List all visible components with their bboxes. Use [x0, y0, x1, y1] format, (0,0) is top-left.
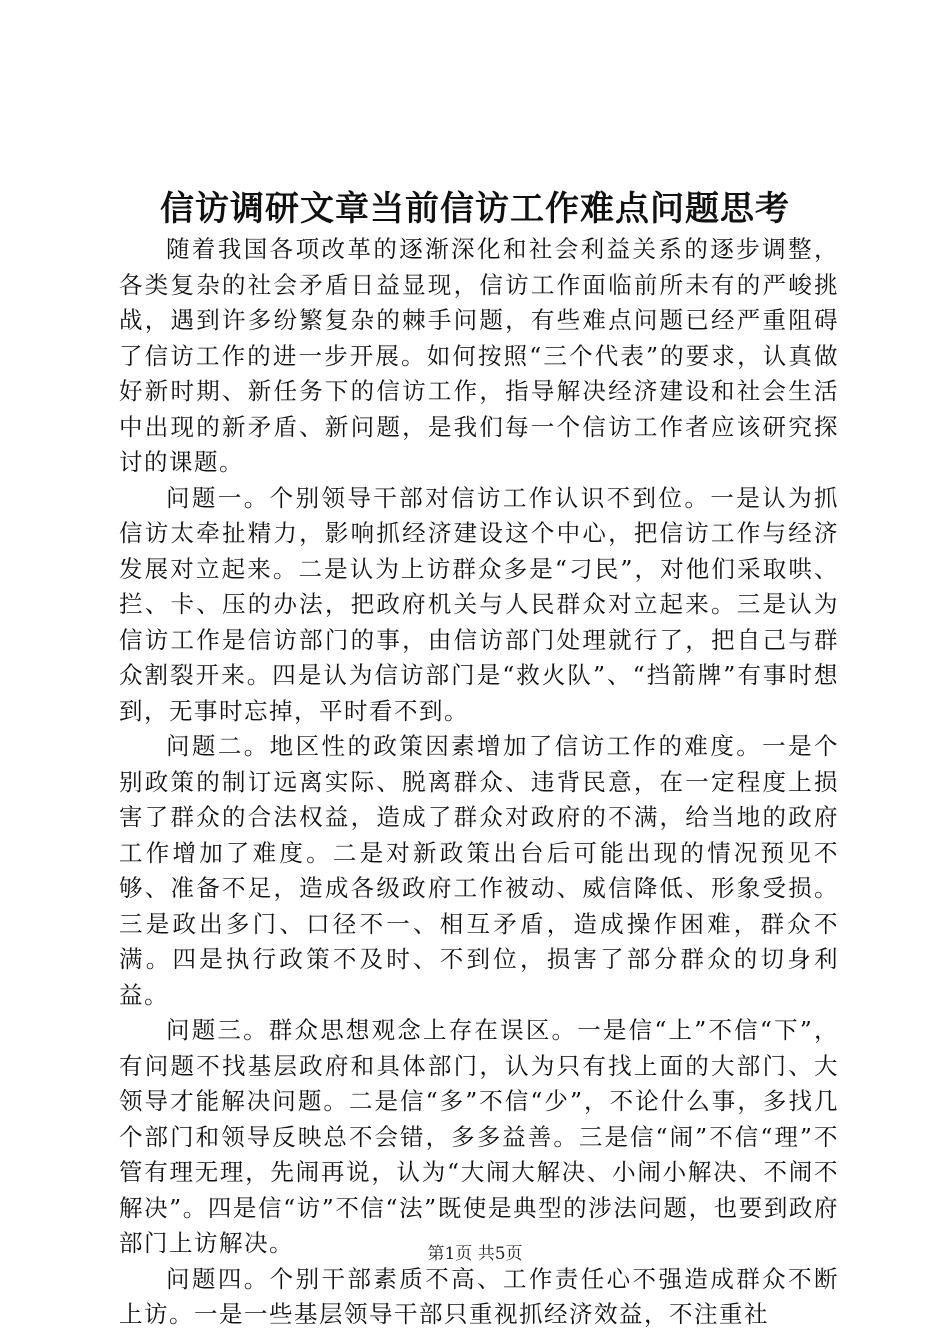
document-title: 信访调研文章当前信访工作难点问题思考 — [160, 189, 790, 229]
document-body — [119, 232, 839, 1333]
page-footer: 第1页 共5页 — [427, 1244, 523, 1264]
paragraph-problem-3: 问题三。群众思想观念上存在误区。一是信“上”不信“下”，有问题不找基层政府和具体部门，认为只有找上面的大部门、大领导才能解决问题。二是信“多”不信“少”，不论什么事，多找几个部门和领导反映总不会错，多多益善。三是信“闹”不信“理”不管有理无理，先闹再说，认为“大闹大解决、小闹小解决、不闹不解决”。四是信“访”不信“法”既使是典型的涉法问题，也要到政府部门上访解决。 — [119, 1016, 839, 1257]
paragraph-problem-1: 问题一。个别领导干部对信访工作认识不到位。一是认为抓信访太牵扯精力，影响抓经济建设这个中心，把信访工作与经济发展对立起来。二是认为上访群众多是“刁民”，对他们采取哄、拦、卡、压的办法，把政府机关与人民群众对立起来。三是认为信访工作是信访部门的事，由信访部门处理就行了，把自己与群众割裂开来。四是认为信访部门是“救火队”、“挡箭牌”有事时想到，无事时忘掉，平时看不到。 — [119, 483, 839, 725]
paragraph-problem-4: 问题四。个别干部素质不高、工作责任心不强造成群众不断上访。一是一些基层领导干部只重视抓经济效益，不注重社 — [119, 1264, 839, 1328]
paragraph-intro: 随着我国各项改革的逐渐深化和社会利益关系的逐步调整，各类复杂的社会矛盾日益显现，信访工作面临前所未有的严峻挑战，遇到许多纷繁复杂的棘手问题，有些难点问题已经严重阻碍了信访工作的进一步开展。如何按照“三个代表”的要求，认真做好新时期、新任务下的信访工作，指导解决经济建设和社会生活中出现的新矛盾、新问题，是我们每一个信访工作者应该研究探讨的课题。 — [119, 235, 839, 476]
paragraph-problem-2: 问题二。地区性的政策因素增加了信访工作的难度。一是个别政策的制订远离实际、脱离群众、违背民意，在一定程度上损害了群众的合法权益，造成了群众对政府的不满，给当地的政府工作增加了难度。二是对新政策出台后可能出现的情况预见不够、准备不足，造成各级政府工作被动、威信降低、形象受损。三是政出多门、口径不一、相互矛盾，造成操作困难，群众不满。四是执行政策不及时、不到位，损害了部分群众的切身利益。 — [119, 732, 839, 1009]
